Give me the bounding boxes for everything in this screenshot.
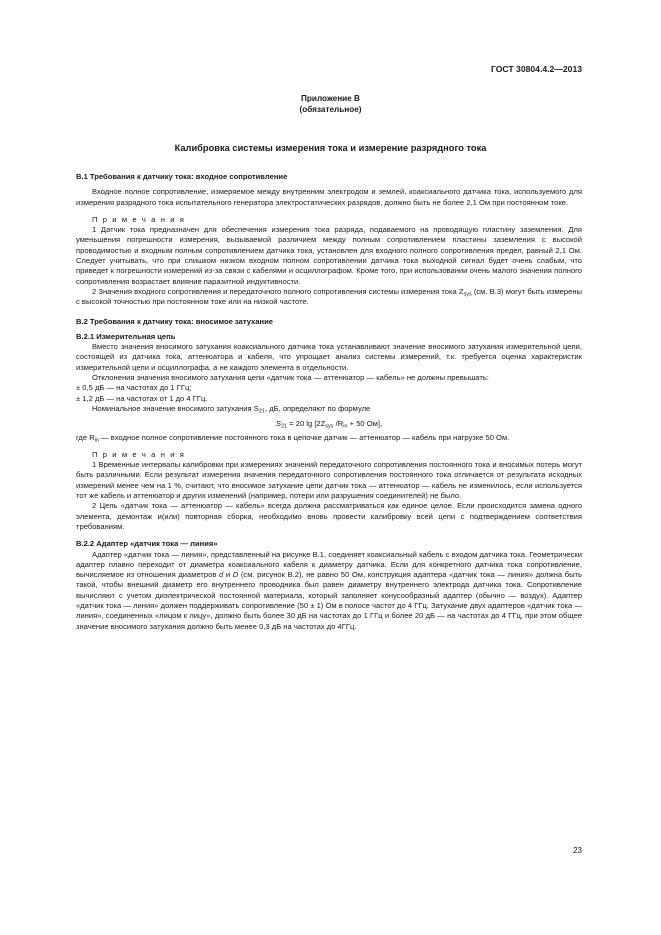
annex-label: Приложение В	[301, 94, 360, 103]
annex-title: Калибровка системы измерения тока и измерение разрядного тока	[174, 143, 487, 153]
annex-heading	[0, 93, 661, 115]
formula-explanation: где $R_{in}$ — входное полное сопротивление постоянного тока в цепочке датчик — аттенюатор — кабель при нагрузке 50 Ом.	[76, 432, 510, 444]
document-code: ГОСТ 30804.4.2—2013	[490, 64, 582, 74]
section-b2-heading: В.2 Требования к датчику тока: вносимое затухание	[76, 316, 273, 326]
section-b21-heading: В.2.1 Измерительная цепь	[76, 331, 176, 341]
section-b21-paragraph-2: Отклонения значения вносимого затухания цепи «датчик тока — аттенюатор — кабель» не должны превышать:	[92, 373, 489, 383]
section-b1-heading: В.1 Требования к датчику тока: входное сопротивление	[76, 172, 288, 181]
section-b1-paragraph: Входное полное сопротивление, измеряемое между внутренним электродом и землей, коаксиального датчика тока, используемого для измерения разрядного тока испытательного генератора электростатических разрядов, должно быть не более 2,1 Ом при постоянном токе.	[76, 187, 582, 207]
tolerance-item-2: ± 1,2 дБ — на частотах от 1 до 4 ГГц.	[76, 393, 208, 403]
section-b21-paragraph-1: Вместо значения вносимого затухания коаксиального датчика тока устанавливают значение вносимого затухания измерительной цепи, состоящей из датчика тока, аттенюатора и кабеля, что упрощает анализ системы измерений, т.к. требуется оценка характеристик измерительной цепи и осциллографа, а не каждого элемента в отдельности.	[76, 342, 582, 372]
section-b21-paragraph-3: Номинальное значение вносимого затухания $S_{21}$, дБ, определяют по формуле	[92, 403, 371, 415]
section-b1-note-2: 2 Значения входного сопротивления и передаточного полного сопротивления системы измерения тока $Z_{sys}$ (см. В.3) могут быть измерены с высокой точностью при постоянном токе или на низкой частоте.	[76, 286, 582, 307]
section-b1-notes-label: П р и м е ч а н и я	[92, 214, 186, 224]
section-b1-note-1: 1 Датчик тока предназначен для обеспечения измерения тока разряда, подаваемого на проводящую пластину заземления. Для уменьшения погрешности измерения, вызываемой различием между полным сопротивлением пластины заземления с высокой проводимостью и входным полным сопротивлением датчика тока, установлен для входного полного сопротивления предел, равный 2,1 Ом. Следует учитывать, что при слишком низком входном полном сопротивлении датчика тока выходной сигнал будет очень слабым, что приведет к погрешности измерений из-за связи с кабелями и осциллографом. Кроме того, при использовании очень малого значения полного сопротивления возрастает влияние паразитной индуктивности.	[76, 225, 582, 286]
tolerance-item-1: ± 0,5 дБ — на частотах до 1 ГГц;	[76, 383, 192, 393]
section-b21-note-2: 2 Цепь «датчик тока — аттенюатор — кабель» всегда должна рассматриваться как единое целое. Если происходится замена одного элемента, демонтаж и(или) повторная сборка, необходимо вновь провести калибровку всей цепи с подтверждением соответствия требованиям.	[76, 501, 582, 531]
section-b22-heading: В.2.2 Адаптер «датчик тока — линия»	[76, 539, 218, 549]
section-b21-notes-label: П р и м е ч а н и я	[92, 449, 186, 459]
document-body	[76, 172, 582, 632]
page-number: 23	[573, 846, 582, 855]
attenuation-formula: $S_{21} = 20$ $\lg [2Z_{sys}$ $/R_{in} + 50$ Ом],	[275, 419, 383, 430]
section-b22-paragraph: Адаптер «датчик тока — линия», представленный на рисунке В.1, соединяет коаксиальный кабель с входом датчика тока. Геометрически адаптер плавно переходит от диаметра коаксиального кабеля к диаметру датчика. Если для конкретного датчика тока сопротивление, вычисляемое из отношения диаметров d и D (см. рисунок В.2), не равно 50 Ом, конструкция адаптера «датчик тока — линия» должна быть такой, чтобы внешний диаметр его внутреннего проводника был равен диаметру внутреннего электрода датчика тока. Сопротивление вычисляют с учетом диэлектрической постоянной материала, который заполняет конусообразный адаптер (обычно — воздух). Адаптер «датчик тока — линия» должен поддерживать сопротивление (50 ± 1) Ом в полосе частот до 4 ГГц. Затухание двух адаптеров «датчик тока — линия», соединенных «лицом к лицу», должно быть более 30 дБ на частотах до 1 ГГц и более 20 дБ — на частотах до 4 ГГц, при этом общее значение вносимого затухания должно быть менее 0,3 дБ на частотах до 4ГГц.	[76, 549, 582, 631]
section-b21-note-1: 1 Временные интервалы калибровки при измерениях значений передаточного сопротивления постоянного тока и вносимых потерь могут быть различными. Если результат измерения значения передаточного сопротивления постоянного тока отличается от результата исходных измерений менее чем на 1 %, считают, что вносимое затухание цепи датчик тока — аттенюатор — кабель не изменилось, если используется тот же кабель и аттенюатор и других изменений (например, потери или разрушения соединителей) не было.	[76, 460, 582, 501]
annex-status: (обязательное)	[299, 105, 362, 114]
